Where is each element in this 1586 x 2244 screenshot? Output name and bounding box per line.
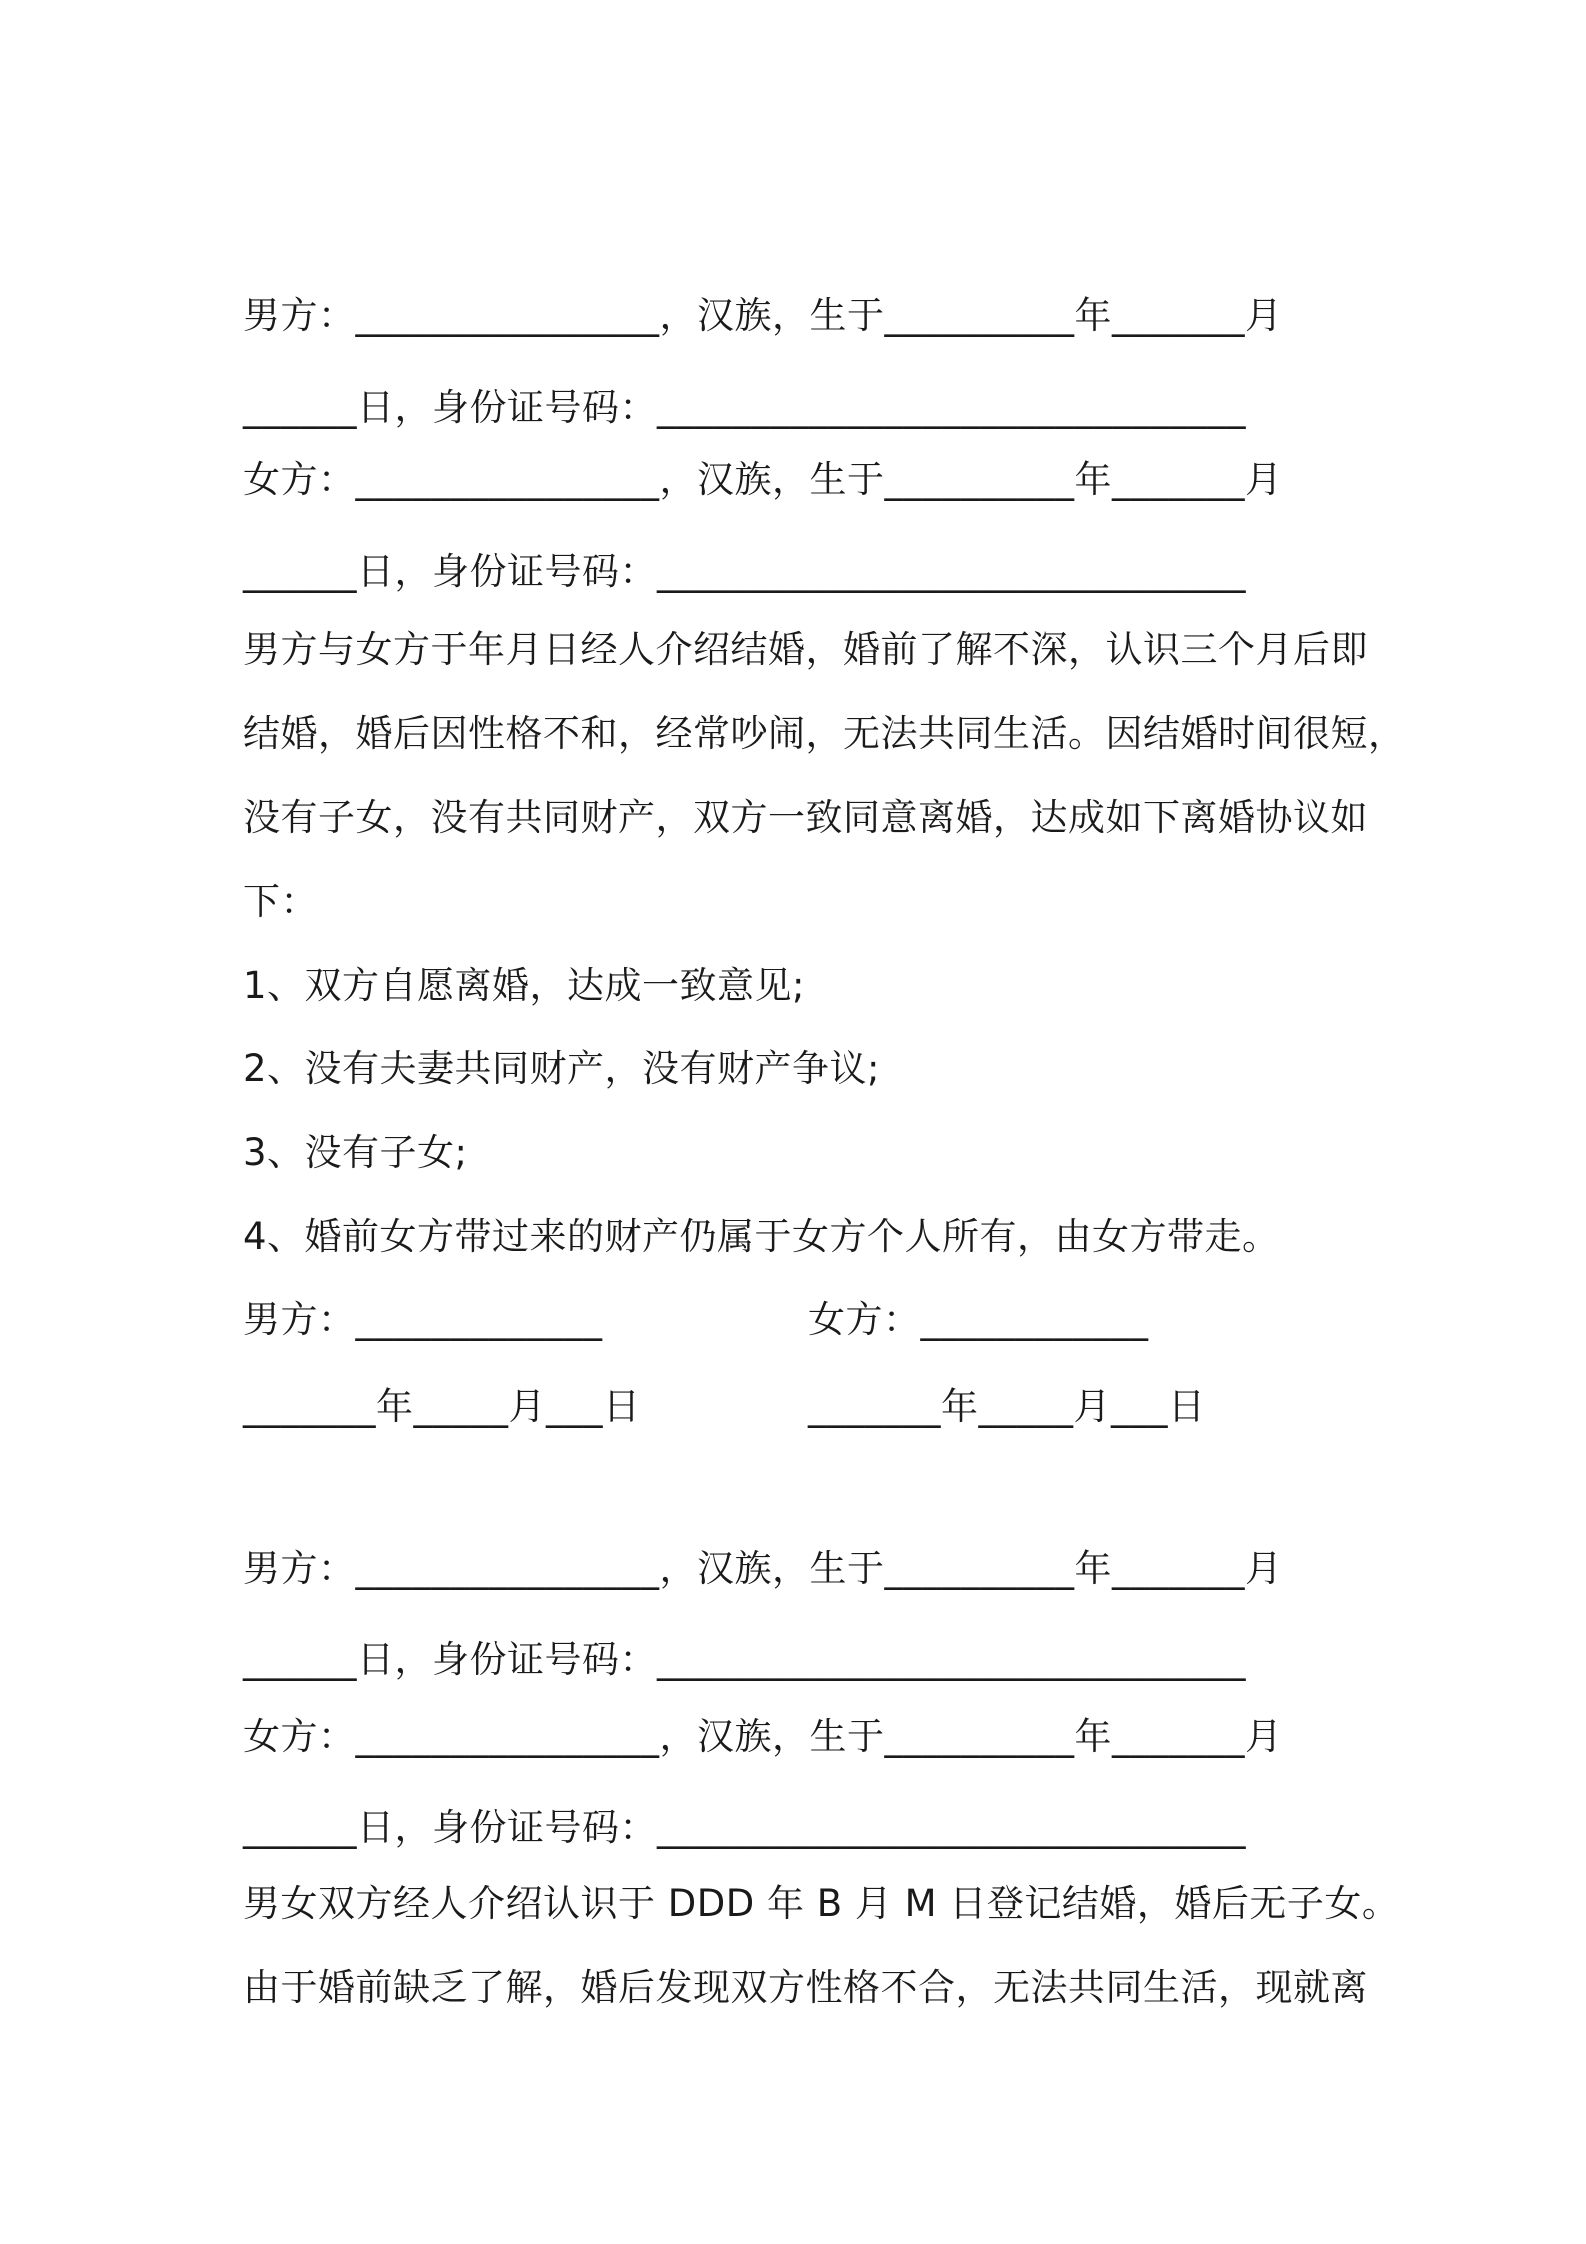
body-paragraph-line: 男女双方经人介绍认识于 DDD 年 B 月 M 日登记结婚，婚后无子女。 (243, 1882, 1400, 1925)
date-female: _______年_____月___日 (808, 1385, 1206, 1428)
body-paragraph-line: 下： (243, 880, 318, 923)
female-info-line-2: ______日，身份证号码：_______________________________ (243, 550, 1246, 593)
body-paragraph-line: 没有子女，没有共同财产，双方一致同意离婚，达成如下离婚协议如 (243, 796, 1368, 839)
body-paragraph-line: 由于婚前缺乏了解，婚后发现双方性格不合，无法共同生活，现就离 (243, 1966, 1368, 2009)
male-info-line-1: 男方：________________，汉族，生于__________年_______月 (243, 294, 1283, 337)
agreement-item-2: 2、没有夫妻共同财产，没有财产争议; (243, 1047, 881, 1090)
body-paragraph-line: 结婚，婚后因性格不和，经常吵闹，无法共同生活。因结婚时间很短， (243, 712, 1406, 755)
female-info-line-1: 女方：________________，汉族，生于__________年_______月 (243, 1715, 1283, 1758)
signature-male: 男方：_____________ (243, 1298, 603, 1341)
agreement-item-3: 3、没有子女; (243, 1131, 468, 1174)
body-paragraph-line: 男方与女方于年月日经人介绍结婚，婚前了解不深，认识三个月后即 (243, 628, 1368, 671)
male-info-line-1: 男方：________________，汉族，生于__________年_______月 (243, 1547, 1283, 1590)
male-info-line-2: ______日，身份证号码：_______________________________ (243, 1638, 1246, 1681)
female-info-line-1: 女方：________________，汉族，生于__________年_______月 (243, 458, 1283, 501)
agreement-item-4: 4、婚前女方带过来的财产仍属于女方个人所有，由女方带走。 (243, 1215, 1280, 1258)
date-male: _______年_____月___日 (243, 1385, 641, 1428)
signature-female: 女方：____________ (808, 1298, 1149, 1341)
agreement-item-1: 1、双方自愿离婚，达成一致意见; (243, 964, 806, 1007)
female-info-line-2: ______日，身份证号码：_______________________________ (243, 1806, 1246, 1849)
male-info-line-2: ______日，身份证号码：_______________________________ (243, 386, 1246, 429)
